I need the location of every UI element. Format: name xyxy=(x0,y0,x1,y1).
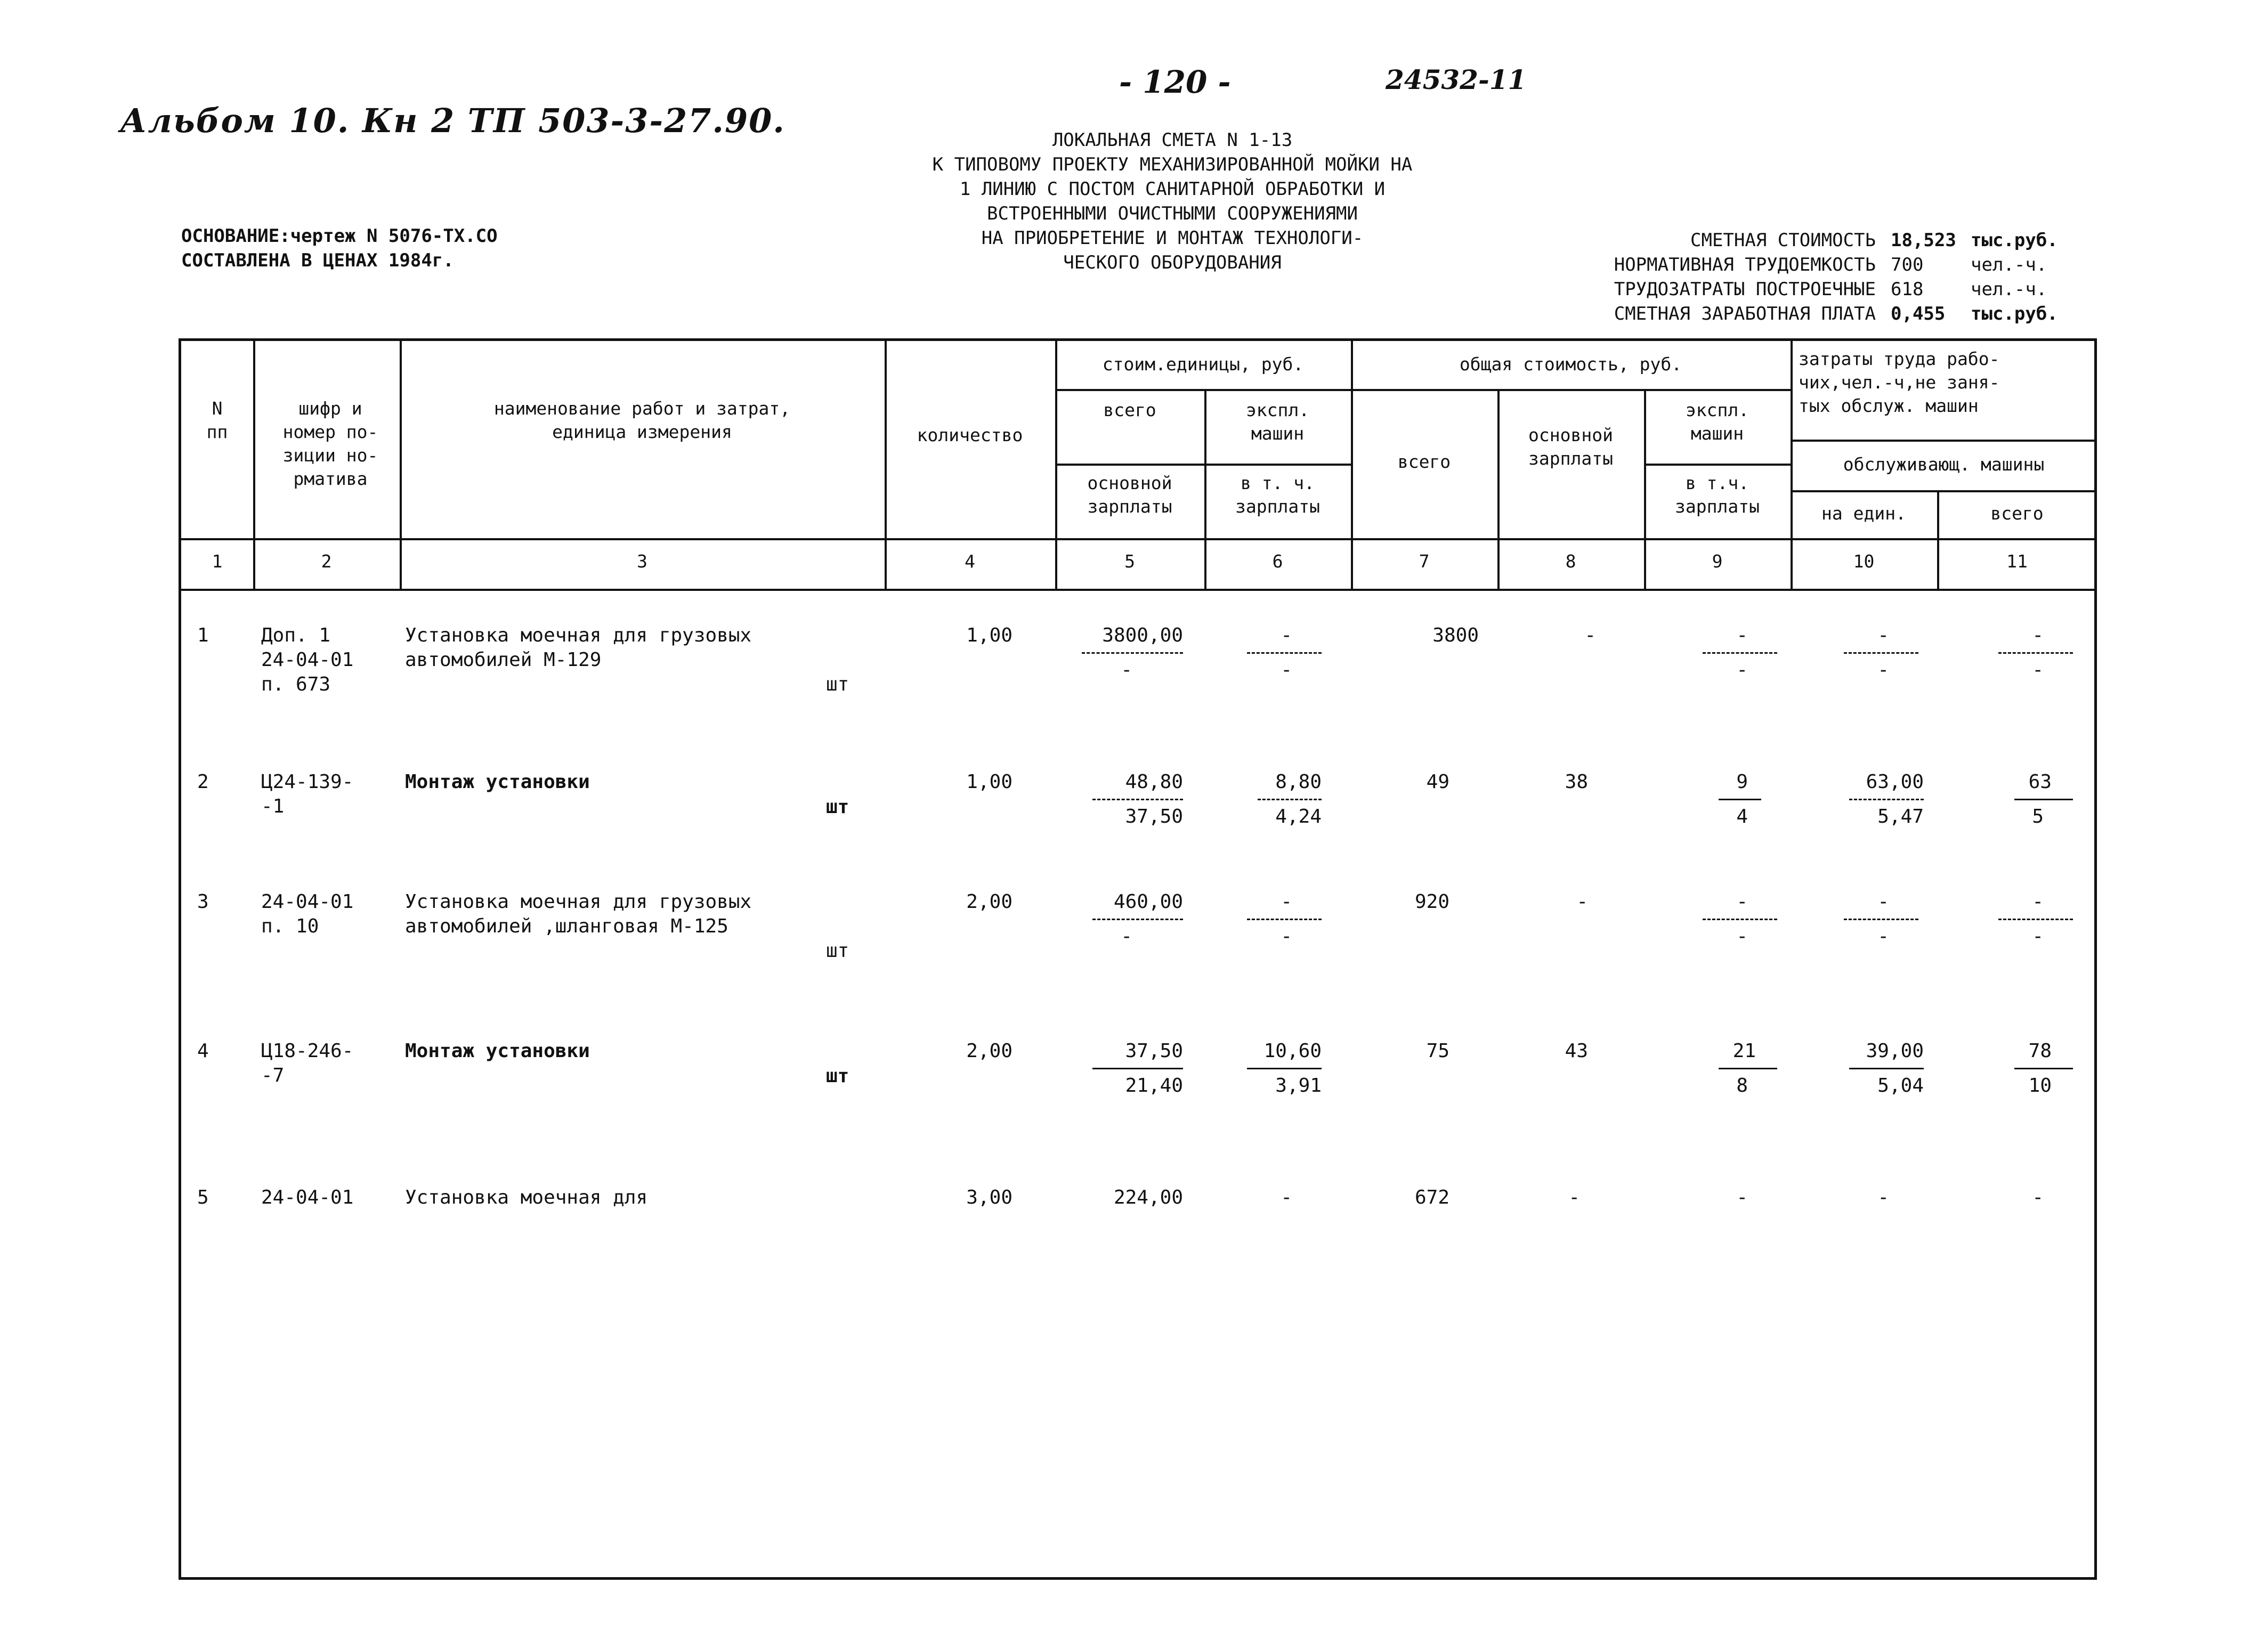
row-number: 1 xyxy=(197,624,209,646)
row-work-name: Установка моечная для xyxy=(405,1187,648,1208)
row-total-machine: 21 8 xyxy=(1692,1039,1777,1098)
summary-value: 0,455 xyxy=(1891,303,1946,324)
header-unit-cost-group: стоим.единицы, руб. xyxy=(1102,354,1304,375)
row-unit-cost: 48,80 37,50 xyxy=(1066,770,1183,829)
title-line: 1 ЛИНИЮ С ПОСТОМ САНИТАРНОЙ ОБРАБОТКИ И xyxy=(959,178,1386,200)
row-unit-machine-cost: - - xyxy=(1226,890,1322,949)
header-total-main-salary: основной зарплаты xyxy=(1528,425,1613,469)
grid-line xyxy=(1055,389,1351,391)
header-unit-total: всего xyxy=(1103,400,1156,420)
row-number: 5 xyxy=(197,1187,209,1208)
column-number: 11 xyxy=(2006,551,2028,572)
row-labor-total: - - xyxy=(1988,623,2073,683)
row-labor-total: 78 10 xyxy=(1988,1039,2073,1098)
column-number: 1 xyxy=(212,551,223,572)
row-total-cost: 49 xyxy=(1426,771,1449,793)
row-total-machine: - - xyxy=(1692,623,1777,683)
row-labor-total: 63 5 xyxy=(1988,770,2073,829)
summary-unit: чел.-ч. xyxy=(1971,279,2047,300)
summary-row xyxy=(1503,302,2099,326)
row-quantity: 2,00 xyxy=(966,891,1013,913)
estimate-title xyxy=(789,128,1556,275)
header-total-all: всего xyxy=(1397,451,1451,472)
grid-line xyxy=(1055,464,1204,466)
column-number: 8 xyxy=(1565,551,1576,572)
row-labor-per-unit: 39,00 5,04 xyxy=(1823,1039,1924,1098)
row-labor-total: - xyxy=(2032,1187,2044,1208)
summary-unit: тыс.руб. xyxy=(1971,303,2058,324)
row-total-machine: - xyxy=(1736,1187,1748,1208)
grid-line xyxy=(1791,440,2097,442)
title-line: ЛОКАЛЬНАЯ СМЕТА N 1-13 xyxy=(1052,129,1293,151)
column-number: 10 xyxy=(1853,551,1875,572)
header-unit-machine-salary: в т. ч. зарплаты xyxy=(1235,473,1320,517)
album-note: Альбом 10. Кн 2 ТП 503-3-27.90. xyxy=(120,101,785,140)
header-quantity: количество xyxy=(917,425,1023,445)
row-unit: шт xyxy=(826,796,849,818)
row-number: 2 xyxy=(197,771,209,793)
row-unit-machine-cost: - xyxy=(1281,1187,1292,1208)
row-unit-machine-cost: 8,80 4,24 xyxy=(1226,770,1322,829)
header-total-machine: экспл. машин xyxy=(1685,400,1749,444)
row-code: 24-04-01 xyxy=(261,1187,354,1208)
row-quantity: 3,00 xyxy=(966,1187,1013,1208)
row-work-name: Установка моечная для грузовых автомобилей ,шланговая М-125 xyxy=(405,891,752,937)
header-number: N пп xyxy=(206,398,228,442)
row-unit: шт xyxy=(826,673,849,695)
estimate-table xyxy=(179,338,2097,1580)
summary-label: СМЕТНАЯ СТОИМОСТЬ xyxy=(1690,230,1876,251)
row-total-main-salary: - xyxy=(1584,624,1596,646)
row-code: Ц24-139- -1 xyxy=(261,771,354,817)
row-total-cost: 672 xyxy=(1414,1187,1449,1208)
header-labor-group: затраты труда рабо- чих,чел.-ч,не заня- тых обслуж. машин xyxy=(1799,348,2000,416)
row-unit-cost: 3800,00 - xyxy=(1066,623,1183,683)
header-unit-main-salary: основной зарплаты xyxy=(1087,473,1172,517)
column-number: 9 xyxy=(1712,551,1723,572)
header-labor-service: обслуживающ. машины xyxy=(1843,454,2045,475)
row-code: Ц18-246- -7 xyxy=(261,1040,354,1086)
row-total-main-salary: - xyxy=(1568,1187,1580,1208)
summary-row xyxy=(1503,228,2099,253)
row-unit: шт xyxy=(826,940,849,962)
row-total-machine: - - xyxy=(1692,890,1777,949)
row-work-name: Монтаж установки xyxy=(405,1040,590,1062)
row-total-cost: 920 xyxy=(1414,891,1449,913)
summary-row xyxy=(1503,277,2099,302)
grid-line xyxy=(1351,389,1791,391)
row-work-name: Установка моечная для грузовых автомобилей М-129 xyxy=(405,624,752,671)
row-unit-cost: 224,00 xyxy=(1113,1187,1183,1208)
row-unit-machine-cost: - - xyxy=(1226,623,1322,683)
row-labor-per-unit: 63,00 5,47 xyxy=(1823,770,1924,829)
row-quantity: 1,00 xyxy=(966,771,1013,793)
column-number: 7 xyxy=(1419,551,1430,572)
row-unit: шт xyxy=(826,1065,849,1087)
row-code: 24-04-01 п. 10 xyxy=(261,891,354,937)
summary-label: НОРМАТИВНАЯ ТРУДОЕМКОСТЬ xyxy=(1614,254,1876,275)
row-total-main-salary: 43 xyxy=(1565,1040,1588,1062)
title-line: НА ПРИОБРЕТЕНИЕ И МОНТАЖ ТЕХНОЛОГИ- xyxy=(981,228,1364,249)
basis-block xyxy=(181,224,498,273)
row-number: 4 xyxy=(197,1040,209,1062)
column-number: 5 xyxy=(1124,551,1135,572)
basis-line: ОСНОВАНИЕ:чертеж N 5076-ТХ.СО xyxy=(181,225,498,247)
title-line: К ТИПОВОМУ ПРОЕКТУ МЕХАНИЗИРОВАННОЙ МОЙКИ НА xyxy=(932,154,1413,175)
summary-value: 618 xyxy=(1891,279,1924,300)
row-quantity: 2,00 xyxy=(966,1040,1013,1062)
row-total-cost: 3800 xyxy=(1432,624,1479,646)
row-unit-machine-cost: 10,60 3,91 xyxy=(1226,1039,1322,1098)
grid-line xyxy=(181,538,2097,540)
header-labor-per-unit: на един. xyxy=(1821,503,1906,524)
row-labor-per-unit: - xyxy=(1877,1187,1889,1208)
summary-block xyxy=(1503,228,2099,326)
row-labor-total: - - xyxy=(1988,890,2073,949)
header-unit-machine: экспл. машин xyxy=(1245,400,1310,444)
row-total-machine: 9 4 xyxy=(1692,770,1777,829)
row-total-cost: 75 xyxy=(1426,1040,1449,1062)
title-line: ВСТРОЕННЫМИ ОЧИСТНЫМИ СООРУЖЕНИЯМИ xyxy=(987,203,1358,224)
column-number: 6 xyxy=(1272,551,1283,572)
row-quantity: 1,00 xyxy=(966,624,1013,646)
grid-line xyxy=(1791,490,2097,492)
summary-unit: чел.-ч. xyxy=(1971,254,2047,275)
header-work-name: наименование работ и затрат, единица измерения xyxy=(493,398,791,442)
row-unit-cost: 37,50 21,40 xyxy=(1066,1039,1183,1098)
page-number: - 120 - xyxy=(1119,64,1231,100)
grid-line xyxy=(1644,464,1791,466)
grid-line xyxy=(181,589,2097,591)
summary-value: 18,523 xyxy=(1891,230,1956,251)
summary-unit: тыс.руб. xyxy=(1971,230,2058,251)
row-unit-cost: 460,00 - xyxy=(1066,890,1183,949)
column-number: 3 xyxy=(637,551,647,572)
document-code: 24532-11 xyxy=(1386,64,1527,95)
header-code: шифр и номер по- зиции но- рматива xyxy=(282,398,378,489)
row-total-main-salary: - xyxy=(1576,891,1588,913)
row-code: Доп. 1 24-04-01 п. 673 xyxy=(261,624,354,695)
column-number: 4 xyxy=(965,551,975,572)
header-total-cost-group: общая стоимость, руб. xyxy=(1459,354,1682,375)
row-total-main-salary: 38 xyxy=(1565,771,1588,793)
column-number: 2 xyxy=(321,551,332,572)
row-number: 3 xyxy=(197,891,209,913)
summary-label: ТРУДОЗАТРАТЫ ПОСТРОЕЧНЫЕ xyxy=(1614,279,1876,300)
summary-row xyxy=(1503,253,2099,277)
summary-value: 700 xyxy=(1891,254,1924,275)
row-work-name: Монтаж установки xyxy=(405,771,590,793)
header-labor-total: всего xyxy=(1990,503,2044,524)
summary-label: СМЕТНАЯ ЗАРАБОТНАЯ ПЛАТА xyxy=(1614,303,1876,324)
row-labor-per-unit: - - xyxy=(1833,623,1918,683)
row-labor-per-unit: - - xyxy=(1833,890,1918,949)
grid-line xyxy=(1204,464,1351,466)
price-base-line: СОСТАВЛЕНА В ЦЕНАХ 1984г. xyxy=(181,250,454,271)
header-total-machine-salary: в т.ч. зарплаты xyxy=(1675,473,1760,517)
title-line: ЧЕСКОГО ОБОРУДОВАНИЯ xyxy=(1063,252,1282,273)
